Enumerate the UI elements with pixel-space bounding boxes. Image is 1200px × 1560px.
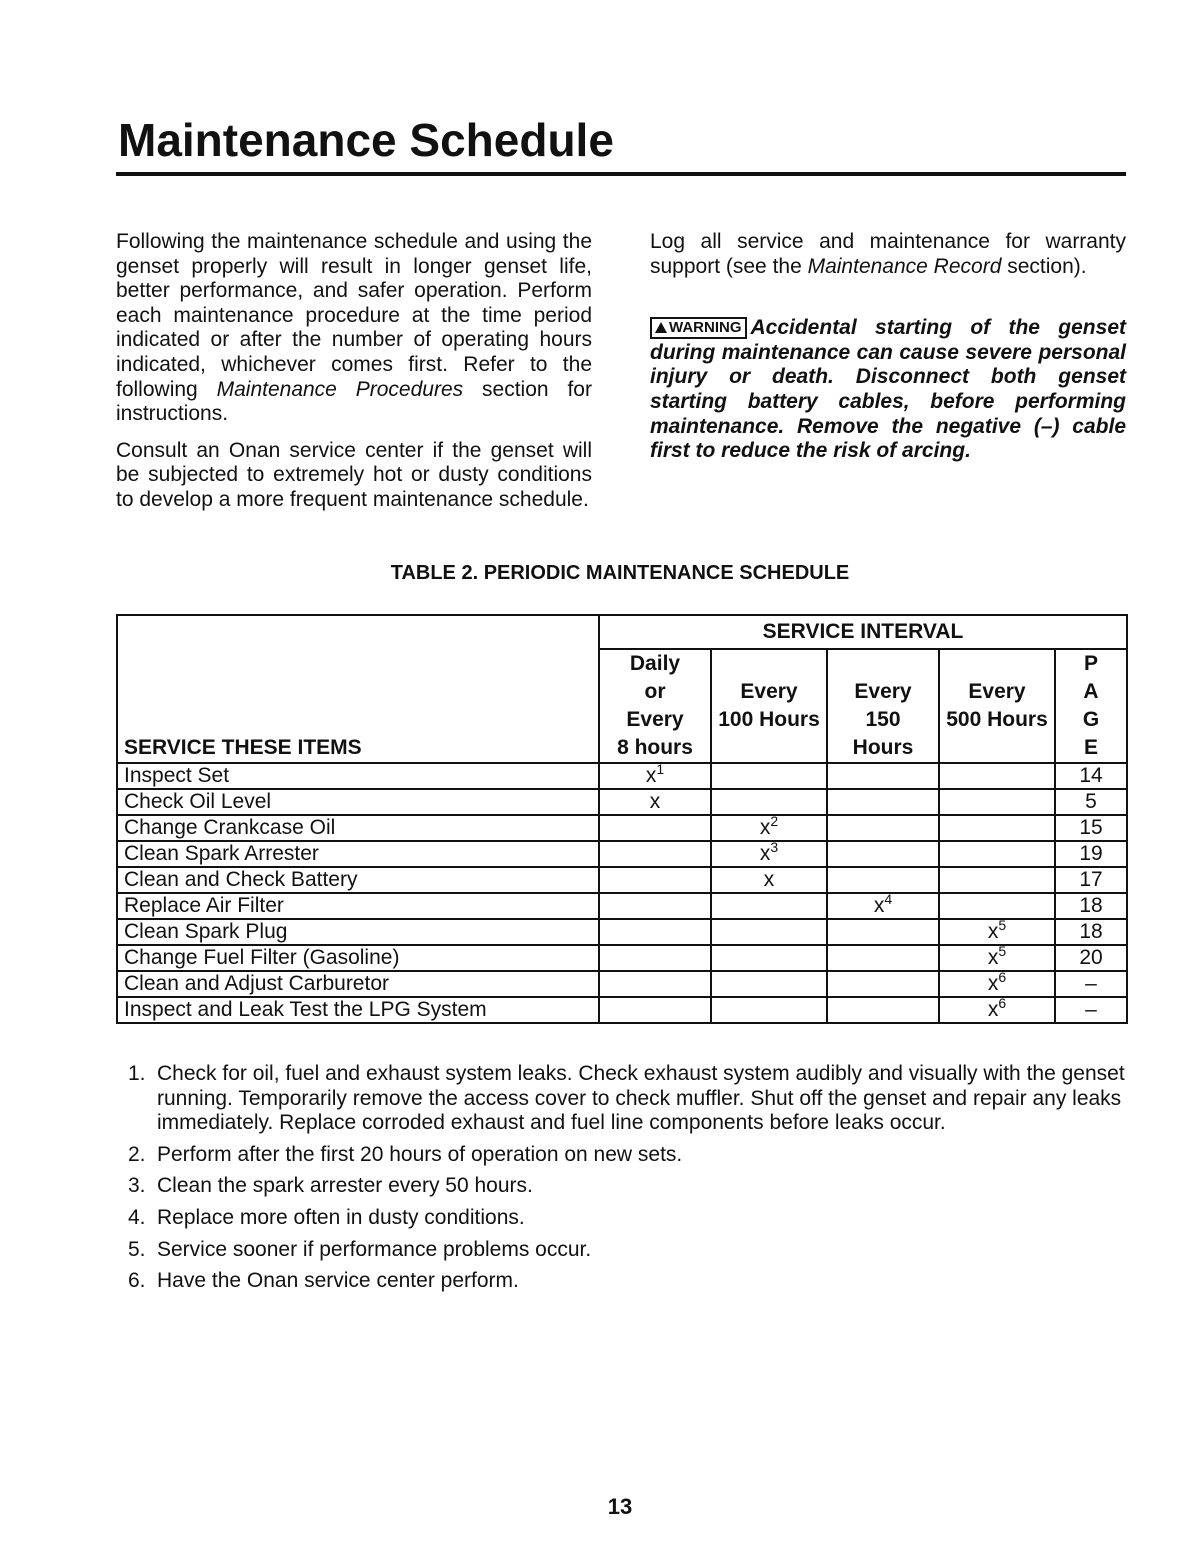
warning-triangle-icon (655, 322, 667, 333)
page-cell: 20 (1055, 945, 1127, 971)
item-cell: Change Crankcase Oil (117, 815, 599, 841)
daily-mark: x (645, 764, 657, 787)
h500-cell (939, 789, 1055, 815)
footnote-number: 2. (128, 1142, 146, 1166)
footnote-ref: 2 (770, 813, 779, 829)
col-500-header (939, 649, 1055, 763)
footnote-ref: 5 (998, 943, 1007, 959)
footnote-item (128, 1143, 1128, 1168)
footnote-item (128, 1206, 1128, 1231)
footnote-text: Service sooner if performance problems occur. (157, 1237, 592, 1261)
h500-cell (939, 945, 1055, 971)
col-150-line: Every (854, 680, 912, 703)
h150-mark: x (873, 894, 885, 917)
warning-text: Accidental starting of the genset during maintenance can cause severe personal injury or death. Disconnect both genset starting battery cables, before performing maintenance. Remove the negative (–) cable first to reduce the risk of arcing. (650, 316, 1126, 463)
h100-cell (711, 867, 827, 893)
daily-cell (599, 815, 711, 841)
footnote-item (128, 1062, 1128, 1136)
col-500-line: 500 Hours (946, 708, 1048, 731)
item-cell: Inspect and Leak Test the LPG System (117, 997, 599, 1023)
daily-cell (599, 867, 711, 893)
h100-cell (711, 893, 827, 919)
h500-cell (939, 841, 1055, 867)
h100-cell (711, 945, 827, 971)
h500-cell (939, 971, 1055, 997)
item-cell: Clean Spark Arrester (117, 841, 599, 867)
h100-cell (711, 919, 827, 945)
col-page-header (1055, 649, 1127, 763)
maintenance-schedule-table (116, 614, 1128, 1024)
warning-block (650, 316, 1126, 464)
col-150-header (827, 649, 939, 763)
intro-p3-text-b: section). (1001, 254, 1087, 278)
footnote-number: 5. (128, 1237, 146, 1261)
table-row (117, 763, 1127, 789)
table-row (117, 919, 1127, 945)
h150-cell (827, 815, 939, 841)
footnote-ref: 4 (884, 891, 893, 907)
col-100-line: 100 Hours (718, 708, 820, 731)
h500-mark: x (987, 920, 999, 943)
h100-cell (711, 841, 827, 867)
h500-mark: x (987, 998, 999, 1021)
table-row (117, 789, 1127, 815)
h500-mark: x (987, 972, 999, 995)
intro-p3-text-a: Log all service and maintenance for warranty support (see the (650, 230, 1126, 278)
footnote-item (128, 1269, 1128, 1294)
col-daily-header (599, 649, 711, 763)
col-daily-line: Daily (629, 652, 681, 675)
footnote-number: 1. (128, 1062, 146, 1085)
h500-cell (939, 997, 1055, 1023)
h150-cell (827, 789, 939, 815)
h100-cell (711, 997, 827, 1023)
daily-cell (599, 919, 711, 945)
h500-cell (939, 919, 1055, 945)
h150-cell (827, 867, 939, 893)
item-cell: Check Oil Level (117, 789, 599, 815)
daily-cell (599, 971, 711, 997)
item-cell: Clean and Adjust Carburetor (117, 971, 599, 997)
h150-cell (827, 919, 939, 945)
intro-paragraph-2: Consult an Onan service center if the genset will be subjected to extremely hot or dusty conditions to develop a more frequent maintenance schedule. (116, 438, 592, 511)
footnote-text: Clean the spark arrester every 50 hours. (157, 1174, 533, 1198)
footnote-number: 6. (128, 1269, 146, 1293)
col-500-line: Every (968, 680, 1026, 703)
col-100-header (711, 649, 827, 763)
item-cell: Inspect Set (117, 763, 599, 789)
page-cell: – (1055, 997, 1127, 1023)
h150-cell (827, 945, 939, 971)
h500-cell (939, 815, 1055, 841)
maintenance-procedures-ref: Maintenance Procedures (216, 377, 464, 401)
page-cell: 5 (1055, 789, 1127, 815)
item-cell: Replace Air Filter (117, 893, 599, 919)
page-title: Maintenance Schedule (118, 114, 614, 166)
col-100-line: Every (740, 680, 798, 703)
table-row (117, 997, 1127, 1023)
h500-mark: x (987, 946, 999, 969)
warning-label-text: WARNING (669, 319, 742, 337)
h150-cell (827, 997, 939, 1023)
item-cell: Clean Spark Plug (117, 919, 599, 945)
intro-p1-text-a: Following the maintenance schedule and using the genset properly will result in longer genset life, better performance, and safer operation. Perform each maintenance procedure at the time period indicated or after the number of operating hours indicated, whichever comes first. Refer to the following (116, 230, 592, 401)
col-page-letter: A (1083, 680, 1099, 703)
footnote-number: 4. (128, 1205, 146, 1229)
col-daily-line: or (644, 680, 666, 703)
daily-cell (599, 841, 711, 867)
item-cell: Change Fuel Filter (Gasoline) (117, 945, 599, 971)
h100-mark: x (759, 816, 771, 839)
footnote-number: 3. (128, 1174, 146, 1198)
daily-cell (599, 997, 711, 1023)
h500-cell (939, 893, 1055, 919)
h150-cell (827, 893, 939, 919)
h100-cell (711, 763, 827, 789)
table-row (117, 841, 1127, 867)
maintenance-record-ref: Maintenance Record (807, 254, 1002, 278)
daily-cell (599, 945, 711, 971)
title-rule (116, 172, 1126, 176)
h100-cell (711, 815, 827, 841)
h150-cell (827, 763, 939, 789)
daily-mark: x (649, 790, 661, 813)
footnote-ref: 6 (998, 969, 1007, 985)
table-row (117, 867, 1127, 893)
page-number: 13 (607, 1494, 633, 1519)
col-150-line: 150 Hours (852, 708, 914, 759)
h100-mark: x (763, 868, 775, 891)
intro-right-column (650, 230, 1126, 464)
items-header: SERVICE THESE ITEMS (117, 615, 599, 763)
intro-paragraph-3 (650, 230, 1126, 279)
footnote-ref: 5 (998, 917, 1007, 933)
col-page-letter: G (1082, 708, 1100, 731)
table-title: TABLE 2. PERIODIC MAINTENANCE SCHEDULE (390, 562, 850, 584)
footnote-ref: 3 (770, 839, 779, 855)
page-cell: 14 (1055, 763, 1127, 789)
table-row (117, 945, 1127, 971)
page-cell: – (1055, 971, 1127, 997)
col-page-letter: E (1084, 736, 1099, 759)
page-cell: 18 (1055, 919, 1127, 945)
footnote-text: Replace more often in dusty conditions. (157, 1205, 525, 1229)
footnote-text: Have the Onan service center perform. (157, 1269, 519, 1293)
intro-p1-text-b: section for instructions. (116, 377, 592, 426)
footnote-item (128, 1174, 1128, 1199)
item-cell: Clean and Check Battery (117, 867, 599, 893)
h150-cell (827, 971, 939, 997)
col-daily-line: 8 hours (617, 736, 693, 759)
footnotes-list (128, 1062, 1128, 1301)
page-cell: 15 (1055, 815, 1127, 841)
col-page-letter: P (1084, 652, 1099, 675)
footnote-text: Perform after the first 20 hours of operation on new sets. (157, 1142, 683, 1166)
table-row (117, 971, 1127, 997)
page-cell: 18 (1055, 893, 1127, 919)
h500-cell (939, 867, 1055, 893)
table-row (117, 893, 1127, 919)
intro-paragraph-1 (116, 230, 592, 427)
h100-cell (711, 789, 827, 815)
footnote-ref: 6 (998, 995, 1007, 1011)
daily-cell (599, 789, 711, 815)
daily-cell (599, 763, 711, 789)
col-daily-line: Every (626, 708, 684, 731)
footnote-text: Check for oil, fuel and exhaust system leaks. Check exhaust system audibly and visually with the genset running. Temporarily remove the access cover to check muffler. Shut off the genset and repair any leaks immediately. Replace corroded exhaust and fuel line components before leaks occur. (157, 1062, 1125, 1135)
daily-cell (599, 893, 711, 919)
table-row (117, 815, 1127, 841)
footnote-item (128, 1238, 1128, 1263)
service-interval-header: SERVICE INTERVAL (599, 615, 1127, 649)
h500-cell (939, 763, 1055, 789)
footnote-ref: 1 (656, 761, 665, 777)
warning-label (650, 317, 747, 339)
page-cell: 19 (1055, 841, 1127, 867)
h150-cell (827, 841, 939, 867)
page-cell: 17 (1055, 867, 1127, 893)
h100-mark: x (759, 842, 771, 865)
intro-left-column (116, 230, 592, 525)
h100-cell (711, 971, 827, 997)
